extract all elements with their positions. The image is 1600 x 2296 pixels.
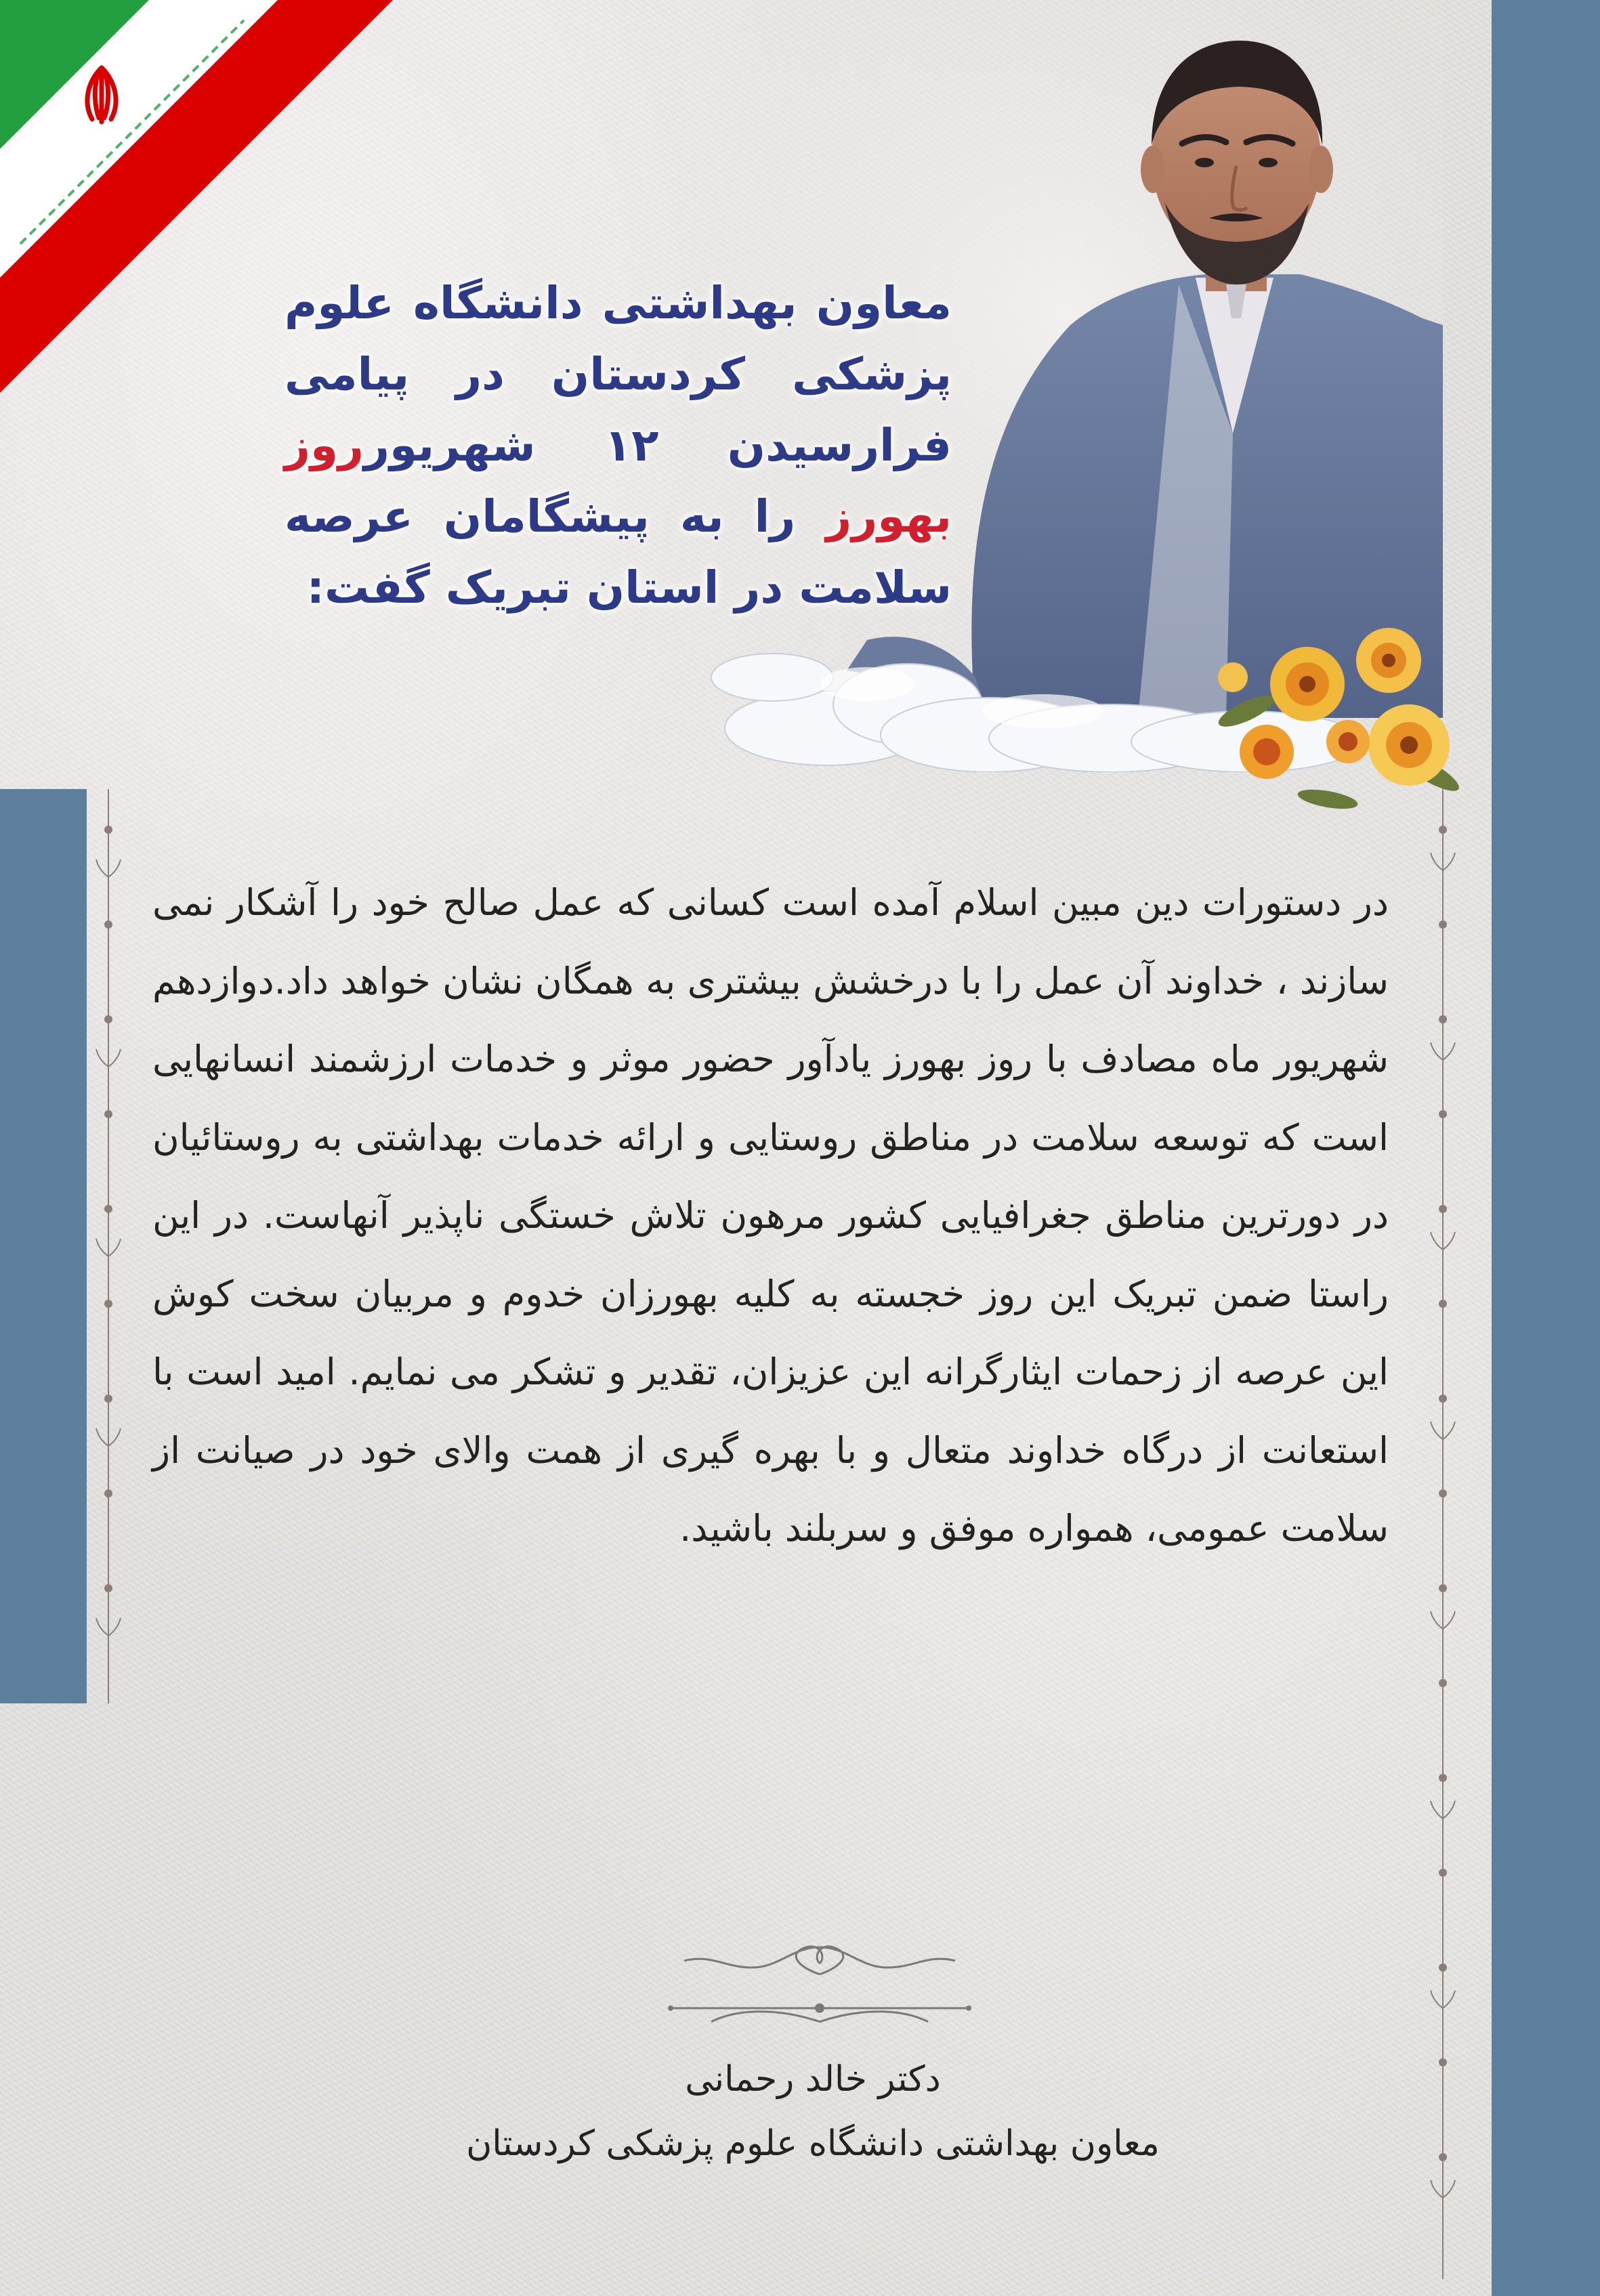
- signature-title: معاون بهداشتی دانشگاه علوم پزشکی کردستان: [466, 2123, 1160, 2164]
- left-vine-ornament: [95, 789, 122, 1703]
- headline-line-4: به پیشگامان عرصه سلامت در: [285, 490, 952, 614]
- headline-line-5: استان تبریک گفت:: [306, 561, 719, 614]
- left-accent-bar: [0, 789, 87, 1703]
- ornamental-divider-icon: [630, 1934, 1009, 2042]
- message-body: در دستورات دین مبین اسلام آمده است کسانی که عمل صالح خود را آشکار نمی سازند ، خداوند آن عمل را با درخشش بیشتری به همگان نشان خواهد داد.دوازدهم شهریور ماه مصادف با روز بهورز یادآور حضور موثر و خدمات ارزشمند انسانهایی است که توسعه سلامت در مناطق روستایی و ارائه خدمات بهداشتی به روستائیان در دورترین مناطق جغرافیایی کشور مرهون تلاش خستگی ناپذیر آنهاست. در این راستا ضمن تبریک این روز خجسته به کلیه بهورزان خدوم و مربیان سخت کوش این عرصه از زحمات ایثارگرانه این عزیزان، تقدیر و تشکر می نمایم. امید است با استعانت از درگاه خداوند متعال و با بهره گیری از همت والای خود در صیانت از سلامت عمومی، همواره موفق و سربلند باشید.: [152, 881, 1389, 1550]
- headline-highlight-behvarz-day: روز بهورز: [285, 419, 952, 543]
- headline-line-1: معاون بهداشتی دانشگاه علوم: [285, 277, 952, 329]
- headline: [285, 268, 952, 623]
- right-accent-bar: [1492, 0, 1600, 2296]
- signature-name: دکتر خالد رحمانی: [685, 2059, 941, 2100]
- flower-bouquet-icon: [1206, 596, 1477, 826]
- right-vine-ornament: [1429, 789, 1456, 2279]
- headline-line-2: پزشکی کردستان در پیامی: [285, 348, 952, 400]
- headline-line-3-part-1: فرارسیدن ۱۲ شهریور: [364, 419, 952, 471]
- headline-line-3-part-2: را: [754, 490, 826, 543]
